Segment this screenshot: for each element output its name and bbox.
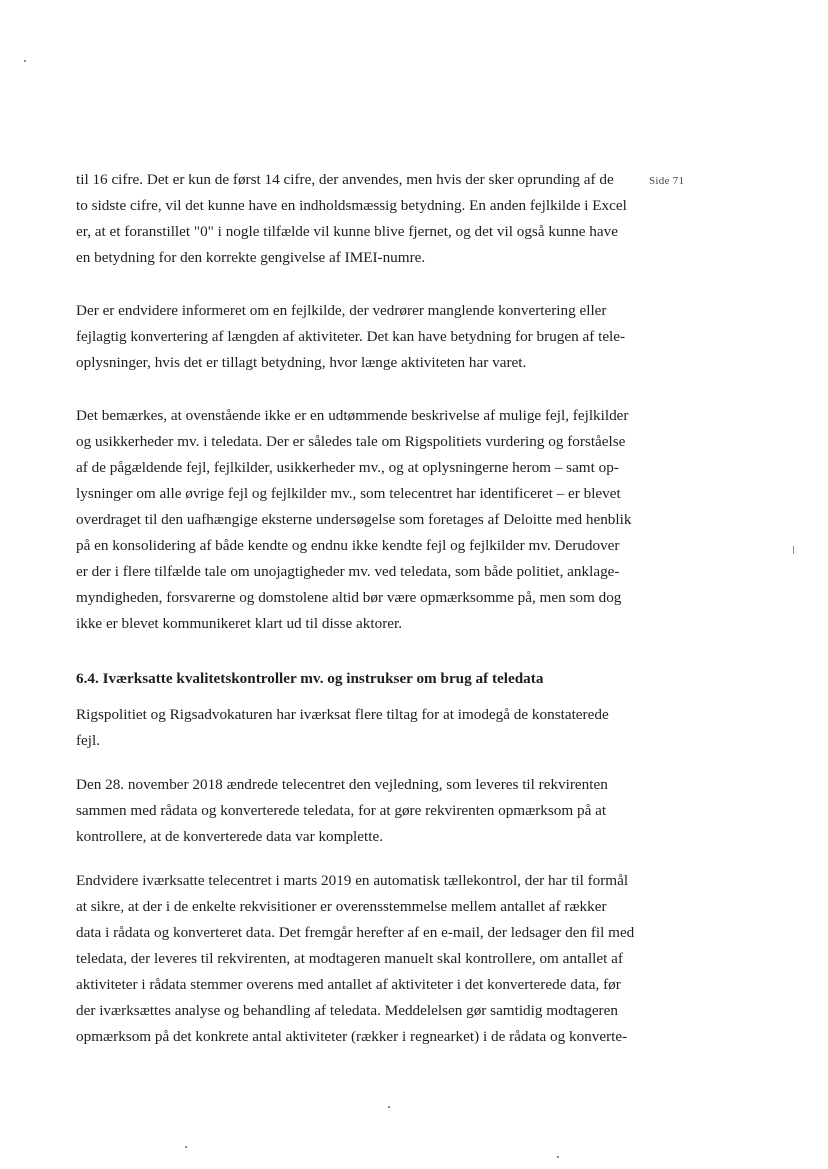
text-line: er der i flere tilfælde tale om unojagtigheder mv. ved teledata, som både politiet, anklage- — [76, 563, 620, 580]
text-line: af de pågældende fejl, fejlkilder, usikkerheder mv., og at oplysningerne herom – samt op- — [76, 459, 619, 476]
text-line: at sikre, at der i de enkelte rekvisitioner er overensstemmelse mellem antallet af rækker — [76, 898, 607, 915]
text-line: Den 28. november 2018 ændrede telecentret den vejledning, som leveres til rekvirenten — [76, 776, 608, 793]
text-line: fejl. — [76, 732, 101, 749]
text-line: aktiviteter i rådata stemmer overens med antallet af aktiviteter i det konverterede data, før — [76, 976, 621, 993]
text-line: lysninger om alle øvrige fejl og fejlkilder mv., som telecentret har identificeret – er blevet — [76, 485, 621, 502]
text-line: og usikkerheder mv. i teledata. Der er således tale om Rigspolitiets vurdering og forståelse — [76, 433, 626, 450]
scan-speck — [24, 60, 26, 62]
text-line: på en konsolidering af både kendte og endnu ikke kendte fejl og fejlkilder mv. Derudover — [76, 537, 620, 554]
text-line: Der er endvidere informeret om en fejlkilde, der vedrører manglende konvertering eller — [76, 302, 607, 319]
text-line: data i rådata og konverteret data. Det fremgår herefter af en e-mail, der ledsager den fil med — [76, 924, 635, 941]
text-line: myndigheden, forsvarerne og domstolene altid bør være opmærksomme på, men som dog — [76, 589, 622, 606]
text-line: kontrollere, at de konverterede data var komplette. — [76, 828, 383, 845]
text-line: der iværksættes analyse og behandling af teledata. Meddelelsen gør samtidig modtageren — [76, 1002, 618, 1019]
text-line: oplysninger, hvis det er tillagt betydning, hvor længe aktiviteten har varet. — [76, 354, 527, 371]
scan-speck — [793, 546, 794, 554]
scan-speck — [185, 1146, 187, 1148]
text-line: sammen med rådata og konverterede teledata, for at gøre rekvirenten opmærksom på at — [76, 802, 607, 819]
text-line: teledata, der leveres til rekvirenten, at modtageren manuelt skal kontrollere, om antallet af — [76, 950, 623, 967]
text-line: til 16 cifre. Det er kun de først 14 cifre, der anvendes, men hvis der sker oprunding af de — [76, 171, 614, 188]
text-line: to sidste cifre, vil det kunne have en indholdsmæssig betydning. En anden fejlkilde i Excel — [76, 197, 627, 214]
text-line: overdraget til den uafhængige eksterne undersøgelse som foretages af Deloitte med henblik — [76, 511, 632, 528]
text-line: fejlagtig konvertering af længden af aktiviteter. Det kan have betydning for brugen af tele- — [76, 328, 626, 345]
text-line: opmærksom på det konkrete antal aktiviteter (rækker i regnearket) i de rådata og konverte- — [76, 1028, 628, 1045]
section-heading: 6.4. Iværksatte kvalitetskontroller mv. og instrukser om brug af teledata — [76, 670, 544, 687]
text-line: en betydning for den korrekte gengivelse af IMEI-numre. — [76, 249, 426, 266]
text-line: ikke er blevet kommunikeret klart ud til disse aktorer. — [76, 615, 403, 632]
page-number-label: Side 71 — [649, 175, 685, 187]
text-line: er, at et foranstillet "0" i nogle tilfælde vil kunne blive fjernet, og det vil også kunne have — [76, 223, 618, 240]
text-line: Endvidere iværksatte telecentret i marts 2019 en automatisk tællekontrol, der har til formål — [76, 872, 629, 889]
scan-speck — [388, 1106, 390, 1108]
text-line: Det bemærkes, at ovenstående ikke er en udtømmende beskrivelse af mulige fejl, fejlkilder — [76, 407, 629, 424]
scan-speck — [557, 1156, 559, 1158]
text-line: Rigspolitiet og Rigsadvokaturen har iværksat flere tiltag for at imodegå de konstaterede — [76, 706, 609, 723]
